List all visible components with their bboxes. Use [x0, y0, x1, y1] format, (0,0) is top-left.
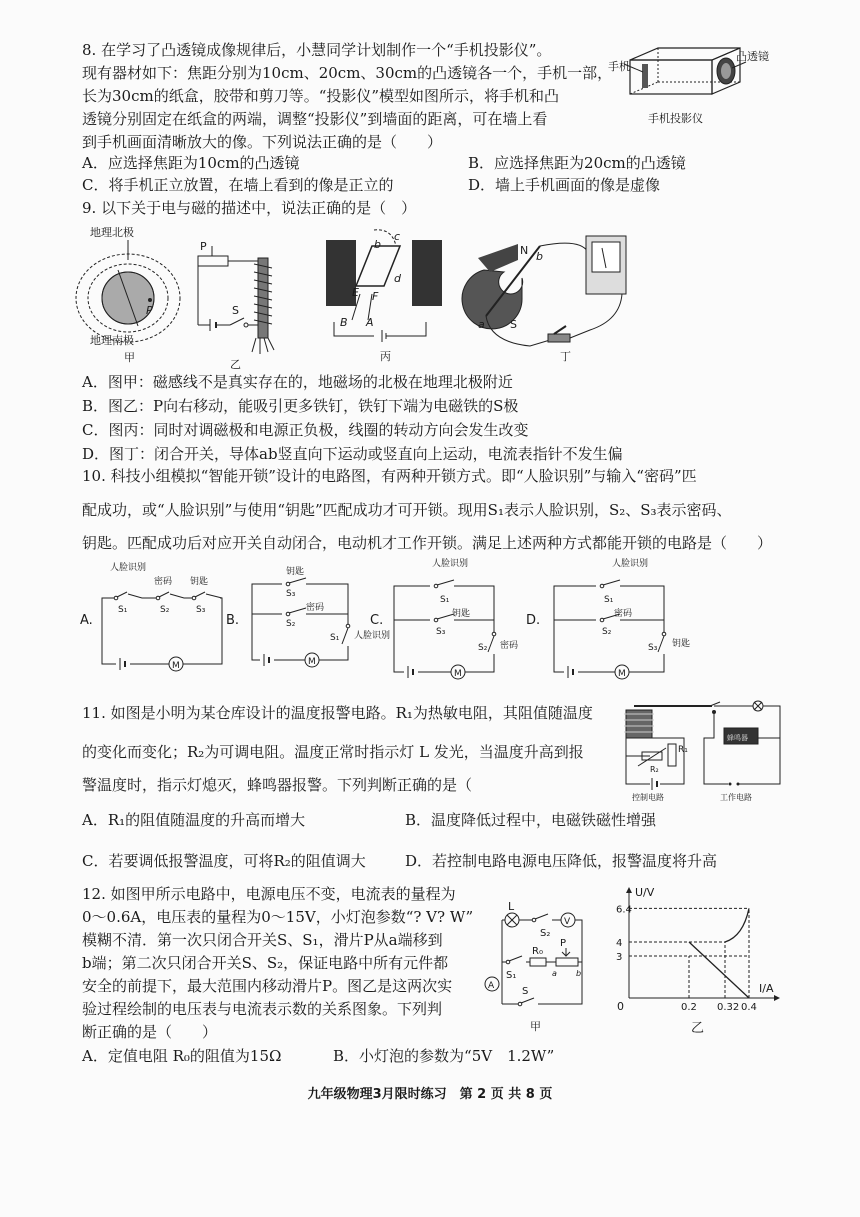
buzzer-label: 蜂鸣器: [727, 734, 748, 742]
r2-label: R₂: [650, 765, 659, 774]
q9-option-c[interactable]: C．图丙：同时对调磁极和电源正负极，线圈的转动方向会发生改变: [82, 421, 529, 439]
graph-xlabel: I/A: [759, 982, 774, 995]
q11-option-d[interactable]: D．若控制电路电源电压降低，报警温度将升高: [405, 852, 718, 870]
circuit-d-s3: S₃: [648, 643, 658, 653]
point-d-label: d: [394, 272, 401, 285]
graph-y-tick: 6.4: [616, 904, 632, 916]
point-p-label: P: [146, 304, 153, 317]
figure-yi-label: 乙: [230, 358, 241, 371]
circuit-b-key-label: 钥匙: [286, 567, 305, 577]
q12-line-6: 验过程绘制的电压表与电流表示数的关系图象。下列判: [82, 1000, 443, 1018]
circuit-c-letter: C.: [370, 613, 384, 628]
circuit-d-s1: S₁: [604, 595, 614, 605]
point-c-label: c: [394, 230, 401, 243]
q12-line-3: 模糊不清．第一次只闭合开关S、S₁，滑片P从a端移到: [82, 931, 443, 949]
graph-y-tick: 3: [616, 952, 623, 963]
q12-option-b[interactable]: B．小灯泡的参数为“5V 1.2W”: [333, 1047, 555, 1065]
graph-x-tick: 0.4: [741, 1002, 757, 1013]
circuit-b-s2: S₂: [286, 619, 296, 629]
q10-line-3: 钥匙。匹配成功后对应开关自动闭合，电动机才工作开锁。满足上述两种方式都能开锁的电路是（ ）: [82, 534, 773, 552]
figure-bing-label: 丙: [380, 350, 391, 363]
q11-line-1: 11. 如图是小明为某仓库设计的温度报警电路。R₁为热敏电阻，其阻值随温度: [82, 704, 593, 722]
q12-line-7: 断正确的是（ ）: [82, 1023, 218, 1041]
point-a-label: A: [366, 316, 374, 329]
q10-circuit-b[interactable]: [226, 567, 391, 678]
point-b2-label: B: [340, 316, 348, 329]
figure-ding-label: 丁: [560, 350, 571, 363]
lamp-l-label: L: [508, 900, 515, 913]
q11-option-c[interactable]: C．若要调低报警温度，可将R₂的阻值调大: [82, 852, 366, 870]
circuit-b-pwd-label: 密码: [306, 603, 325, 613]
q12-circuit-jia: [482, 900, 602, 1034]
q9-figure-jia: [80, 222, 180, 362]
q8-option-c[interactable]: C．将手机正立放置，在墙上看到的像是正立的: [82, 176, 394, 194]
end-b-label: b: [576, 969, 582, 978]
q11-line-2: 的变化而变化；R₂为可调电阻。温度正常时指示灯 L 发光，当温度升高到报: [82, 743, 584, 761]
circuit-a-letter: A.: [80, 613, 93, 628]
switch-s-label: S: [522, 986, 529, 997]
q12-option-a[interactable]: A．定值电阻 R₀的阻值为15Ω: [82, 1047, 282, 1065]
q8-caption: 手机投影仪: [648, 112, 703, 125]
south-pole-label: 地理南极: [90, 334, 134, 347]
circuit-d-letter: D.: [526, 613, 541, 628]
circuit-c-face-label: 人脸识别: [432, 559, 469, 569]
circuit-d-face-label: 人脸识别: [612, 559, 649, 569]
q8-option-d[interactable]: D．墙上手机画面的像是虚像: [468, 176, 661, 194]
point-b-label: b: [374, 238, 381, 251]
q9-figure-ding: [470, 230, 640, 362]
circuit-d-motor: M: [618, 669, 626, 679]
q9-option-b[interactable]: B．图乙：P向右移动，能吸引更多铁钉，铁钉下端为电磁铁的S极: [82, 397, 519, 415]
q10-circuit-c[interactable]: [370, 558, 530, 682]
graph-ylabel: U/V: [635, 886, 655, 899]
magnet-s-label: S: [510, 318, 517, 331]
switch-s-label: S: [232, 304, 239, 317]
circuit-a-face-label: 人脸识别: [110, 563, 147, 573]
q8-option-a[interactable]: A．应选择焦距为10cm的凸透镜: [82, 154, 300, 172]
r1-label: R₁: [678, 745, 688, 755]
north-pole-label: 地理北极: [90, 226, 134, 239]
slider-p12-label: P: [560, 938, 567, 949]
circuit-a-motor: M: [172, 661, 180, 671]
graph-x-tick: 0.2: [681, 1002, 697, 1013]
q9-option-a[interactable]: A．图甲：磁感线不是真实存在的，地磁场的北极在地理北极附近: [82, 373, 513, 391]
circuit-a-s1: S₁: [118, 605, 128, 615]
circuit-c-key-label: 钥匙: [452, 609, 471, 619]
circuit-c-s2: S₂: [478, 643, 488, 653]
circuit-b-motor: M: [308, 657, 316, 667]
q12-line-4: b端；第二次只闭合开关S、S₂，保证电路中所有元件都: [82, 954, 449, 972]
graph-line-series: [689, 942, 749, 998]
magnet-n-label: N: [520, 244, 529, 257]
q10-line-2: 配成功，或“人脸识别”与使用“钥匙”匹配成功才可开锁。现用S₁表示人脸识别，S₂、S₃表示密码、: [82, 501, 732, 519]
q10-circuit-a[interactable]: [80, 562, 235, 672]
graph-curve-series: [725, 908, 749, 942]
point-e-label: E: [352, 286, 359, 299]
q9-figure-bing: [322, 226, 452, 366]
q10-circuit-d[interactable]: [526, 558, 706, 682]
work-circuit-label: 工作电路: [720, 793, 752, 802]
circuit-c-pwd-label: 密码: [500, 641, 519, 651]
circuit-d-s2: S₂: [602, 627, 612, 637]
q8-line-5: 到手机画面清晰放大的像。下列说法正确的是（ ）: [82, 133, 443, 151]
q12-line-2: 0～0.6A，电压表的量程为0～15V，小灯泡参数“? V? W”: [82, 908, 474, 926]
circuit-a-s3: S₃: [196, 605, 206, 615]
q11-line-3: 警温度时，指示灯熄灭，蜂鸣器报警。下列判断正确的是（: [82, 776, 473, 794]
graph-y-tick: 4: [616, 938, 623, 949]
page-footer: 九年级物理3月限时练习 第 2 页 共 8 页: [307, 1087, 553, 1102]
circuit-c-motor: M: [454, 669, 462, 679]
circuit-d-key-label: 钥匙: [672, 639, 691, 649]
circuit-b-face-label: 人脸识别: [354, 631, 391, 641]
q9-figure-yi: [190, 240, 290, 371]
q8-option-b[interactable]: B．应选择焦距为20cm的凸透镜: [468, 154, 686, 172]
q12-line-1: 12. 如图甲所示电路中，电源电压不变，电流表的量程为: [82, 885, 456, 903]
circuit-b-s3: S₃: [286, 589, 296, 599]
switch-s2-label: S₂: [540, 928, 551, 939]
q9-stem: 9. 以下关于电与磁的描述中，说法正确的是（ ）: [82, 199, 417, 217]
control-circuit-label: 控制电路: [632, 793, 664, 802]
circuit-c-s1: S₁: [440, 595, 450, 605]
figure-jia12-label: 甲: [530, 1020, 541, 1033]
rod-a-label: a: [478, 318, 485, 331]
q11-option-a[interactable]: A．R₁的阻值随温度的升高而增大: [82, 811, 306, 829]
circuit-c-s3: S₃: [436, 627, 446, 637]
circuit-a-s2: S₂: [160, 605, 170, 615]
q11-option-b[interactable]: B．温度降低过程中，电磁铁磁性增强: [405, 811, 657, 829]
q8-line-3: 长为30cm的纸盒，胶带和剪刀等。“投影仪”模型如图所示，将手机和凸: [82, 87, 560, 105]
q8-line-1: 8. 在学习了凸透镜成像规律后，小慧同学计划制作一个“手机投影仪”。: [82, 41, 552, 59]
switch-s1-label: S₁: [506, 970, 517, 981]
graph-origin: 0: [617, 1000, 624, 1013]
slider-p-label: P: [200, 240, 207, 253]
graph-x-tick: 0.32: [717, 1002, 740, 1013]
q9-option-d[interactable]: D．图丁：闭合开关，导体ab竖直向下运动或竖直向上运动，电流表指针不发生偏: [82, 445, 623, 463]
q8-line-4: 透镜分别固定在纸盒的两端，调整“投影仪”到墙面的距离，可在墙上看: [82, 110, 548, 128]
q12-graph-yi: [615, 886, 785, 1036]
circuit-d-pwd-label: 密码: [614, 609, 633, 619]
circuit-a-key-label: 钥匙: [190, 577, 209, 587]
circuit-b-s1: S₁: [330, 633, 340, 643]
q10-line-1: 10. 科技小组模拟“智能开锁”设计的电路图，有两种开锁方式。即“人脸识别”与输入“密码”匹: [82, 467, 697, 485]
figure-yi12-label: 乙: [691, 1021, 705, 1036]
q8-projector-figure: [600, 42, 775, 132]
end-a-label: a: [552, 969, 557, 978]
rod-b-label: b: [536, 250, 543, 263]
q8-phone-label: 手机: [608, 60, 630, 73]
voltmeter-label: V: [564, 917, 571, 927]
figure-jia-label: 甲: [124, 351, 135, 364]
circuit-b-letter: B.: [226, 613, 240, 628]
ammeter-label: A: [488, 981, 495, 991]
q11-alarm-circuit: [620, 698, 790, 810]
r0-label: R₀: [532, 946, 543, 957]
q8-lens-label: 凸透镜: [736, 50, 769, 63]
q8-line-2: 现有器材如下：焦距分别为10cm、20cm、30cm的凸透镜各一个，手机一部，: [82, 64, 613, 82]
q12-line-5: 安全的前提下，最大范围内移动滑片P。图乙是这两次实: [82, 977, 453, 995]
point-f-label: F: [372, 290, 379, 303]
circuit-a-pwd-label: 密码: [154, 577, 173, 587]
